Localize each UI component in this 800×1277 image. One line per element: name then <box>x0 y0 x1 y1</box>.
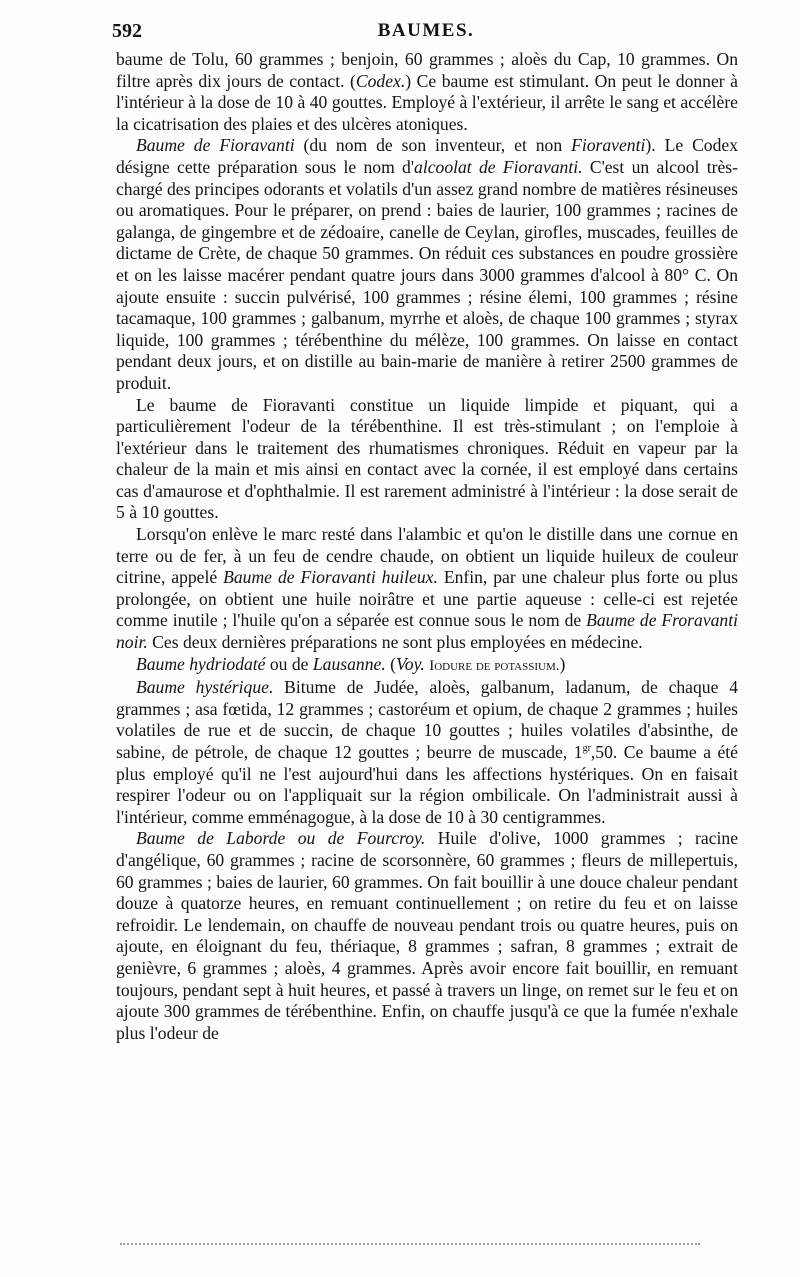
text-run: ,50. Ce baume a été plus employé qu'il ne l'est aujourd'hui dans les affections hystériques. On en faisait respirer l'odeur ou on l'appliquait sur la région ombilicale. On l'administrait aussi à l'intérieur, comme emménagogue, à la dose de 10 à 30 centigrammes. <box>116 742 738 827</box>
italic-text: Lausanne. <box>312 653 386 674</box>
text-run: Lorsqu'on enlève le marc resté dans l'alambic et qu'on le distille dans une cornue en terre ou de fer, à un feu de cendre chaude, on obtient un liquide huileux de couleur citrine, appelé <box>116 524 738 588</box>
paragraph <box>116 49 738 135</box>
italic-text: Baume hydriodaté <box>136 653 266 674</box>
italic-text: Baume de Froravanti noir. <box>116 610 738 653</box>
text-run: Ces deux dernières préparations ne sont plus employées en médecine. <box>147 632 643 653</box>
paragraph <box>116 828 738 1044</box>
text-run: ( <box>385 653 396 674</box>
text-run: ) Ce baume est stimulant. On peut le donner à l'intérieur à la dose de 10 à 40 gouttes. Employé à l'extérieur, il arrête le sang et accélère la cicatrisation des plaies et des ulcères atoniques. <box>116 70 738 134</box>
small-caps-text: Iodure de potassium. <box>429 657 560 674</box>
italic-text: Baume de Fioravanti huileux. <box>223 567 438 588</box>
italic-text: Voy. <box>395 653 425 674</box>
footer-dotted-rule <box>120 1243 700 1245</box>
body-text <box>116 49 738 1044</box>
italic-text: Baume de Laborde ou de Fourcroy. <box>136 828 426 849</box>
italic-text: alcoolat de Fioravanti. <box>414 156 583 177</box>
italic-text: Fioraventi <box>571 135 646 156</box>
text-run: Bitume de Judée, aloès, galbanum, ladanum, de chaque 4 grammes ; asa fœtida, 12 grammes ; castoréum et opium, de chaque 2 grammes ; huiles volatiles de rue et de succin, de chaque 10 gouttes ; huiles volatiles d'absinthe, de sabine, de pétrole, de chaque 12 gouttes ; beurre de muscade, 1 <box>116 677 738 762</box>
running-head: BAUMES. <box>377 20 475 41</box>
paragraph <box>116 135 738 394</box>
page-header <box>112 20 740 50</box>
superscript: gr <box>582 743 591 755</box>
text-run: ). Le Codex désigne cette préparation sous le nom d' <box>116 135 738 177</box>
paragraph <box>116 654 738 678</box>
text-run: baume de Tolu, 60 grammes ; benjoin, 60 grammes ; aloès du Cap, 10 grammes. On filtre après dix jours de contact. ( <box>116 49 738 91</box>
italic-text: Codex. <box>355 70 406 91</box>
page-number: 592 <box>112 20 142 42</box>
text-run: (du nom de son inventeur, et non <box>294 135 572 156</box>
text-run: ou de <box>265 653 313 674</box>
text-run: C'est un alcool très-chargé des principes odorants et volatils d'un assez grand nombre de matières résineuses ou aromatiques. Pour le préparer, on prend : baies de laurier, 100 grammes ; racines de galanga, de gingembre et de zédoaire, canelle de Ceylan, girofles, muscades, feuilles de dictame de Crète, de chaque 50 grammes. On réduit ces substances en poudre grossière et on les laisse macérer pendant quatre jours dans 3000 grammes d'alcool à 80° C. On ajoute ensuite : succin pulvérisé, 100 grammes ; résine élemi, 100 grammes ; résine tacamaque, 100 grammes ; galbanum, myrrhe et aloès, de chaque 100 grammes ; styrax liquide, 100 grammes ; térébenthine du mélèze, 100 grammes. On laisse en contact pendant deux jours, et on distille au bain-marie de manière à retirer 2500 grammes de produit. <box>116 156 739 393</box>
text-run: ) <box>559 653 566 674</box>
italic-text: Baume de Fioravanti <box>136 135 295 156</box>
text-run: Huile d'olive, 1000 grammes ; racine d'angélique, 60 grammes ; racine de scorsonnère, 60 grammes ; fleurs de millepertuis, 60 grammes ; baies de laurier, 60 grammes. On fait bouillir à une douce chaleur pendant douze à quatorze heures, en remuant continuellement ; on retire du feu et on laisse refroidir. Le lendemain, on chauffe de nouveau pendant trois ou quatre heures, puis on ajoute, en éloignant du feu, thériaque, 8 grammes ; safran, 8 grammes ; extrait de genièvre, 6 grammes ; aloès, 4 grammes. Après avoir encore fait bouillir, en remuant toujours, pendant sept à huit heures, et passé à travers un linge, on remet sur le feu et on ajoute 300 grammes de térébenthine. Enfin, on chauffe jusqu'à ce que la fumée n'exhale plus l'odeur de <box>116 828 738 1043</box>
italic-text: Baume hystérique. <box>136 677 274 698</box>
paragraph <box>116 395 738 525</box>
text-run: Le baume de Fioravanti constitue un liquide limpide et piquant, qui a particulièrement l'odeur de la térébenthine. Il est très-stimulant ; on l'emploie à l'extérieur dans le traitement des rhumatismes chroniques. Réduit en vapeur par la chaleur de la main et mis ainsi en contact avec la cornée, il est employé dans certains cas d'amaurose et d'ophthalmie. Il est rarement administré à l'intérieur : la dose serait de 5 à 10 gouttes. <box>116 394 738 523</box>
paragraph <box>116 677 738 828</box>
paragraph <box>116 524 738 654</box>
text-run: Enfin, par une chaleur plus forte ou plus prolongée, on obtient une huile noirâtre et une partie aqueuse : celle-ci est rejetée comme inutile ; l'huile qu'on a séparée est connue sous le nom de <box>116 567 738 631</box>
